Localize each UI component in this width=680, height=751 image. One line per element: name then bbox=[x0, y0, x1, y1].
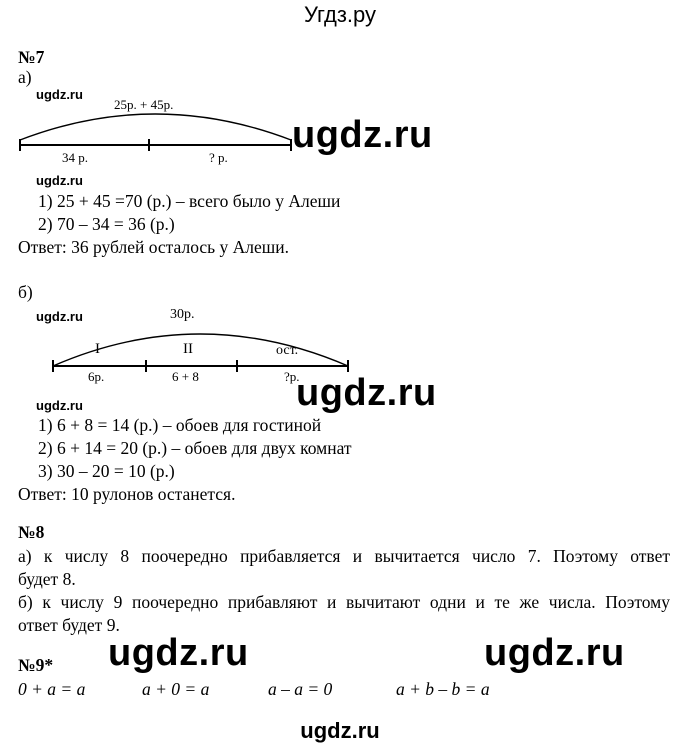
task7a-line-2: 2) 70 – 34 = 36 (р.) bbox=[38, 214, 175, 234]
watermark-big: ugdz.ru bbox=[292, 114, 433, 156]
watermark-small: ugdz.ru bbox=[36, 398, 83, 413]
task9-formula-2: a + 0 = a bbox=[142, 679, 210, 699]
task7a-answer: Ответ: 36 рублей осталось у Алеши. bbox=[18, 237, 289, 257]
task9-formula-3: a – a = 0 bbox=[268, 679, 333, 699]
task7b-line-2: 2) 6 + 14 = 20 (р.) – обоев для двух комнат bbox=[38, 438, 352, 458]
watermark-small: ugdz.ru bbox=[36, 173, 83, 188]
diagram-a-top-label: 25р. + 45р. bbox=[114, 97, 174, 112]
watermark-big: ugdz.ru bbox=[108, 632, 249, 674]
task9-formula-4: a + b – b = a bbox=[396, 679, 490, 699]
task8-a-line-2: будет 8. bbox=[18, 569, 76, 589]
task7b-answer: Ответ: 10 рулонов останется. bbox=[18, 484, 236, 504]
diagram-b-seg1-below: 6р. bbox=[88, 369, 105, 384]
diagram-b-seg3-inner: ост. bbox=[276, 343, 299, 358]
diagram-b-seg2-inner: II bbox=[183, 341, 193, 357]
task7b-label: б) bbox=[18, 282, 33, 302]
task8-a-line-1: а) к числу 8 поочередно прибавляется и вычитается число 7. Поэтому ответ bbox=[18, 546, 670, 566]
watermark-big: ugdz.ru bbox=[484, 632, 625, 674]
diagram-a-right-label: ? р. bbox=[209, 150, 228, 165]
task7a-label: а) bbox=[18, 67, 32, 87]
task7-heading: №7 bbox=[18, 47, 45, 67]
task9-formula-1: 0 + a = a bbox=[18, 679, 86, 699]
diagram-b-top-label: 30р. bbox=[170, 307, 195, 322]
diagram-b-seg3-below: ?р. bbox=[284, 369, 300, 384]
task7a-line-1: 1) 25 + 45 =70 (р.) – всего было у Алеши bbox=[38, 191, 341, 211]
diagram-a-left-label: 34 р. bbox=[62, 150, 88, 165]
diagram-b-seg2-below: 6 + 8 bbox=[172, 369, 199, 384]
task8-b-line-2: ответ будет 9. bbox=[18, 615, 120, 635]
watermark-small: ugdz.ru bbox=[36, 87, 83, 102]
task7b-line-3: 3) 30 – 20 = 10 (р.) bbox=[38, 461, 175, 481]
diagram-b-seg1-inner: I bbox=[95, 341, 100, 357]
task8-heading: №8 bbox=[18, 522, 45, 542]
watermark-big: ugdz.ru bbox=[296, 372, 437, 414]
task7b-line-1: 1) 6 + 8 = 14 (р.) – обоев для гостиной bbox=[38, 415, 322, 435]
task9-heading: №9* bbox=[18, 655, 54, 675]
arc-total-a bbox=[20, 114, 291, 140]
site-title: Угдз.ру bbox=[303, 2, 377, 27]
watermark-small: ugdz.ru bbox=[36, 309, 83, 324]
watermark-bottom: ugdz.ru bbox=[300, 718, 380, 743]
task8-b-line-1: б) к числу 9 поочередно прибавляют и вычитают одни и те же числа. Поэтому bbox=[18, 592, 670, 612]
